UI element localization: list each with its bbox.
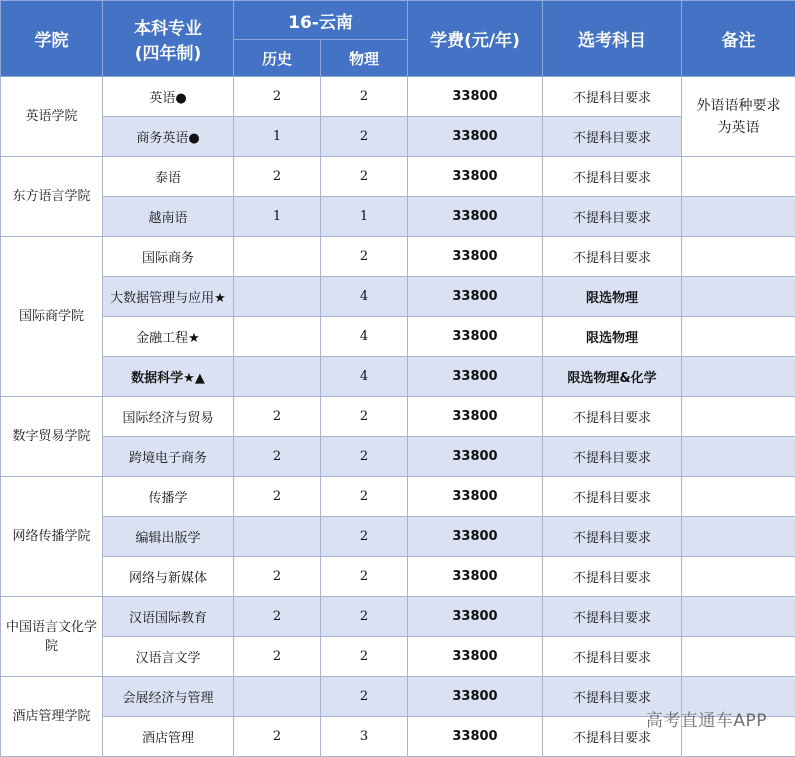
subjects-cell: 不提科目要求 [543, 117, 682, 157]
college-cell: 东方语言学院 [1, 157, 103, 237]
history-header: 历史 [234, 40, 321, 77]
subjects-cell: 不提科目要求 [543, 77, 682, 117]
remark-cell [682, 637, 795, 677]
history-cell [234, 237, 321, 277]
major-header [103, 1, 234, 77]
college-cell: 网络传播学院 [1, 477, 103, 597]
history-cell: 2 [234, 637, 321, 677]
watermark: 高考直通车APP [645, 711, 767, 731]
physics-cell: 2 [321, 117, 408, 157]
physics-cell: 2 [321, 157, 408, 197]
province-header: 16-云南 [234, 1, 408, 40]
table-row [1, 597, 795, 637]
physics-cell: 4 [321, 317, 408, 357]
history-cell: 2 [234, 597, 321, 637]
subjects-cell: 不提科目要求 [543, 157, 682, 197]
remarks-header: 备注 [682, 1, 795, 77]
remark-cell [682, 237, 795, 277]
history-cell: 2 [234, 477, 321, 517]
subjects-cell: 不提科目要求 [543, 517, 682, 557]
history-cell: 2 [234, 157, 321, 197]
major-cell: 越南语 [103, 197, 234, 237]
fee-cell: 33800 [408, 637, 543, 677]
subjects-cell: 不提科目要求 [543, 637, 682, 677]
physics-cell: 2 [321, 517, 408, 557]
major-cell: 跨境电子商务 [103, 437, 234, 477]
major-cell: 汉语国际教育 [103, 597, 234, 637]
college-cell: 英语学院 [1, 77, 103, 157]
history-cell: 2 [234, 397, 321, 437]
physics-cell: 2 [321, 677, 408, 717]
physics-cell: 2 [321, 477, 408, 517]
subjects-cell: 不提科目要求 [543, 717, 682, 757]
fee-cell: 33800 [408, 397, 543, 437]
table-row [1, 157, 795, 197]
physics-cell: 2 [321, 637, 408, 677]
remark-cell [682, 597, 795, 637]
college-header: 学院 [1, 1, 103, 77]
table-row [1, 77, 795, 117]
history-cell: 1 [234, 117, 321, 157]
physics-cell: 2 [321, 237, 408, 277]
major-cell: 国际商务 [103, 237, 234, 277]
major-cell: 汉语言文学 [103, 637, 234, 677]
subjects-cell: 不提科目要求 [543, 477, 682, 517]
fee-cell: 33800 [408, 437, 543, 477]
physics-header: 物理 [321, 40, 408, 77]
fee-cell: 33800 [408, 597, 543, 637]
physics-cell: 2 [321, 397, 408, 437]
history-cell: 2 [234, 557, 321, 597]
fee-cell: 33800 [408, 157, 543, 197]
fee-cell: 33800 [408, 117, 543, 157]
major-cell: 传播学 [103, 477, 234, 517]
table-row [1, 517, 795, 557]
fee-cell: 33800 [408, 197, 543, 237]
remark-cell [682, 77, 795, 157]
remark-cell [682, 197, 795, 237]
fee-cell: 33800 [408, 317, 543, 357]
subjects-cell: 不提科目要求 [543, 677, 682, 717]
subjects-cell: 不提科目要求 [543, 397, 682, 437]
major-cell: 编辑出版学 [103, 517, 234, 557]
physics-cell: 4 [321, 357, 408, 397]
fee-cell: 33800 [408, 277, 543, 317]
subjects-cell: 限选物理 [543, 277, 682, 317]
remark-cell [682, 517, 795, 557]
table-row [1, 477, 795, 517]
physics-cell: 2 [321, 597, 408, 637]
remark-cell [682, 317, 795, 357]
major-cell: 英语● [103, 77, 234, 117]
college-cell: 国际商学院 [1, 237, 103, 397]
table-row [1, 397, 795, 437]
subjects-cell: 不提科目要求 [543, 237, 682, 277]
college-cell: 数字贸易学院 [1, 397, 103, 477]
fee-cell: 33800 [408, 557, 543, 597]
major-header-line1: 本科专业 [134, 18, 202, 39]
table-row [1, 357, 795, 397]
major-cell: 数据科学★▲ [103, 357, 234, 397]
subjects-cell: 限选物理 [543, 317, 682, 357]
physics-cell: 2 [321, 557, 408, 597]
fee-cell: 33800 [408, 237, 543, 277]
major-cell: 酒店管理 [103, 717, 234, 757]
table-row [1, 557, 795, 597]
history-cell: 1 [234, 197, 321, 237]
remark-cell [682, 277, 795, 317]
physics-cell: 2 [321, 437, 408, 477]
college-cell [1, 597, 103, 677]
history-cell [234, 677, 321, 717]
history-cell: 2 [234, 77, 321, 117]
major-header-line2: (四年制) [134, 43, 202, 64]
major-cell: 国际经济与贸易 [103, 397, 234, 437]
major-cell: 网络与新媒体 [103, 557, 234, 597]
subjects-header: 选考科目 [543, 1, 682, 77]
fee-cell: 33800 [408, 677, 543, 717]
remark-cell [682, 557, 795, 597]
physics-cell: 4 [321, 277, 408, 317]
table-row [1, 317, 795, 357]
table-row [1, 197, 795, 237]
fee-cell: 33800 [408, 517, 543, 557]
fee-header: 学费(元/年) [408, 1, 543, 77]
remark-cell [682, 437, 795, 477]
physics-cell: 3 [321, 717, 408, 757]
remark-cell [682, 157, 795, 197]
remark-text: 外语语种要求为英语 [696, 97, 781, 136]
subjects-cell: 不提科目要求 [543, 437, 682, 477]
table-row [1, 237, 795, 277]
subjects-cell: 不提科目要求 [543, 557, 682, 597]
remark-cell [682, 477, 795, 517]
physics-cell: 1 [321, 197, 408, 237]
fee-cell: 33800 [408, 357, 543, 397]
history-cell [234, 517, 321, 557]
subjects-cell: 限选物理&化学 [543, 357, 682, 397]
fee-cell: 33800 [408, 477, 543, 517]
table-row [1, 437, 795, 477]
table-row [1, 277, 795, 317]
remark-cell [682, 397, 795, 437]
history-cell: 2 [234, 437, 321, 477]
remark-cell [682, 357, 795, 397]
history-cell [234, 277, 321, 317]
history-cell [234, 317, 321, 357]
table-row [1, 117, 795, 157]
history-cell: 2 [234, 717, 321, 757]
header-row [1, 1, 795, 40]
college-cell: 酒店管理学院 [1, 677, 103, 757]
table-row [1, 637, 795, 677]
major-cell: 大数据管理与应用★ [103, 277, 234, 317]
major-cell: 商务英语● [103, 117, 234, 157]
fee-cell: 33800 [408, 717, 543, 757]
college-text: 中国语言文化学院 [5, 619, 97, 654]
fee-cell: 33800 [408, 77, 543, 117]
history-cell [234, 357, 321, 397]
physics-cell: 2 [321, 77, 408, 117]
major-cell: 泰语 [103, 157, 234, 197]
subjects-cell: 不提科目要求 [543, 597, 682, 637]
subjects-cell: 不提科目要求 [543, 197, 682, 237]
major-cell: 金融工程★ [103, 317, 234, 357]
major-cell: 会展经济与管理 [103, 677, 234, 717]
